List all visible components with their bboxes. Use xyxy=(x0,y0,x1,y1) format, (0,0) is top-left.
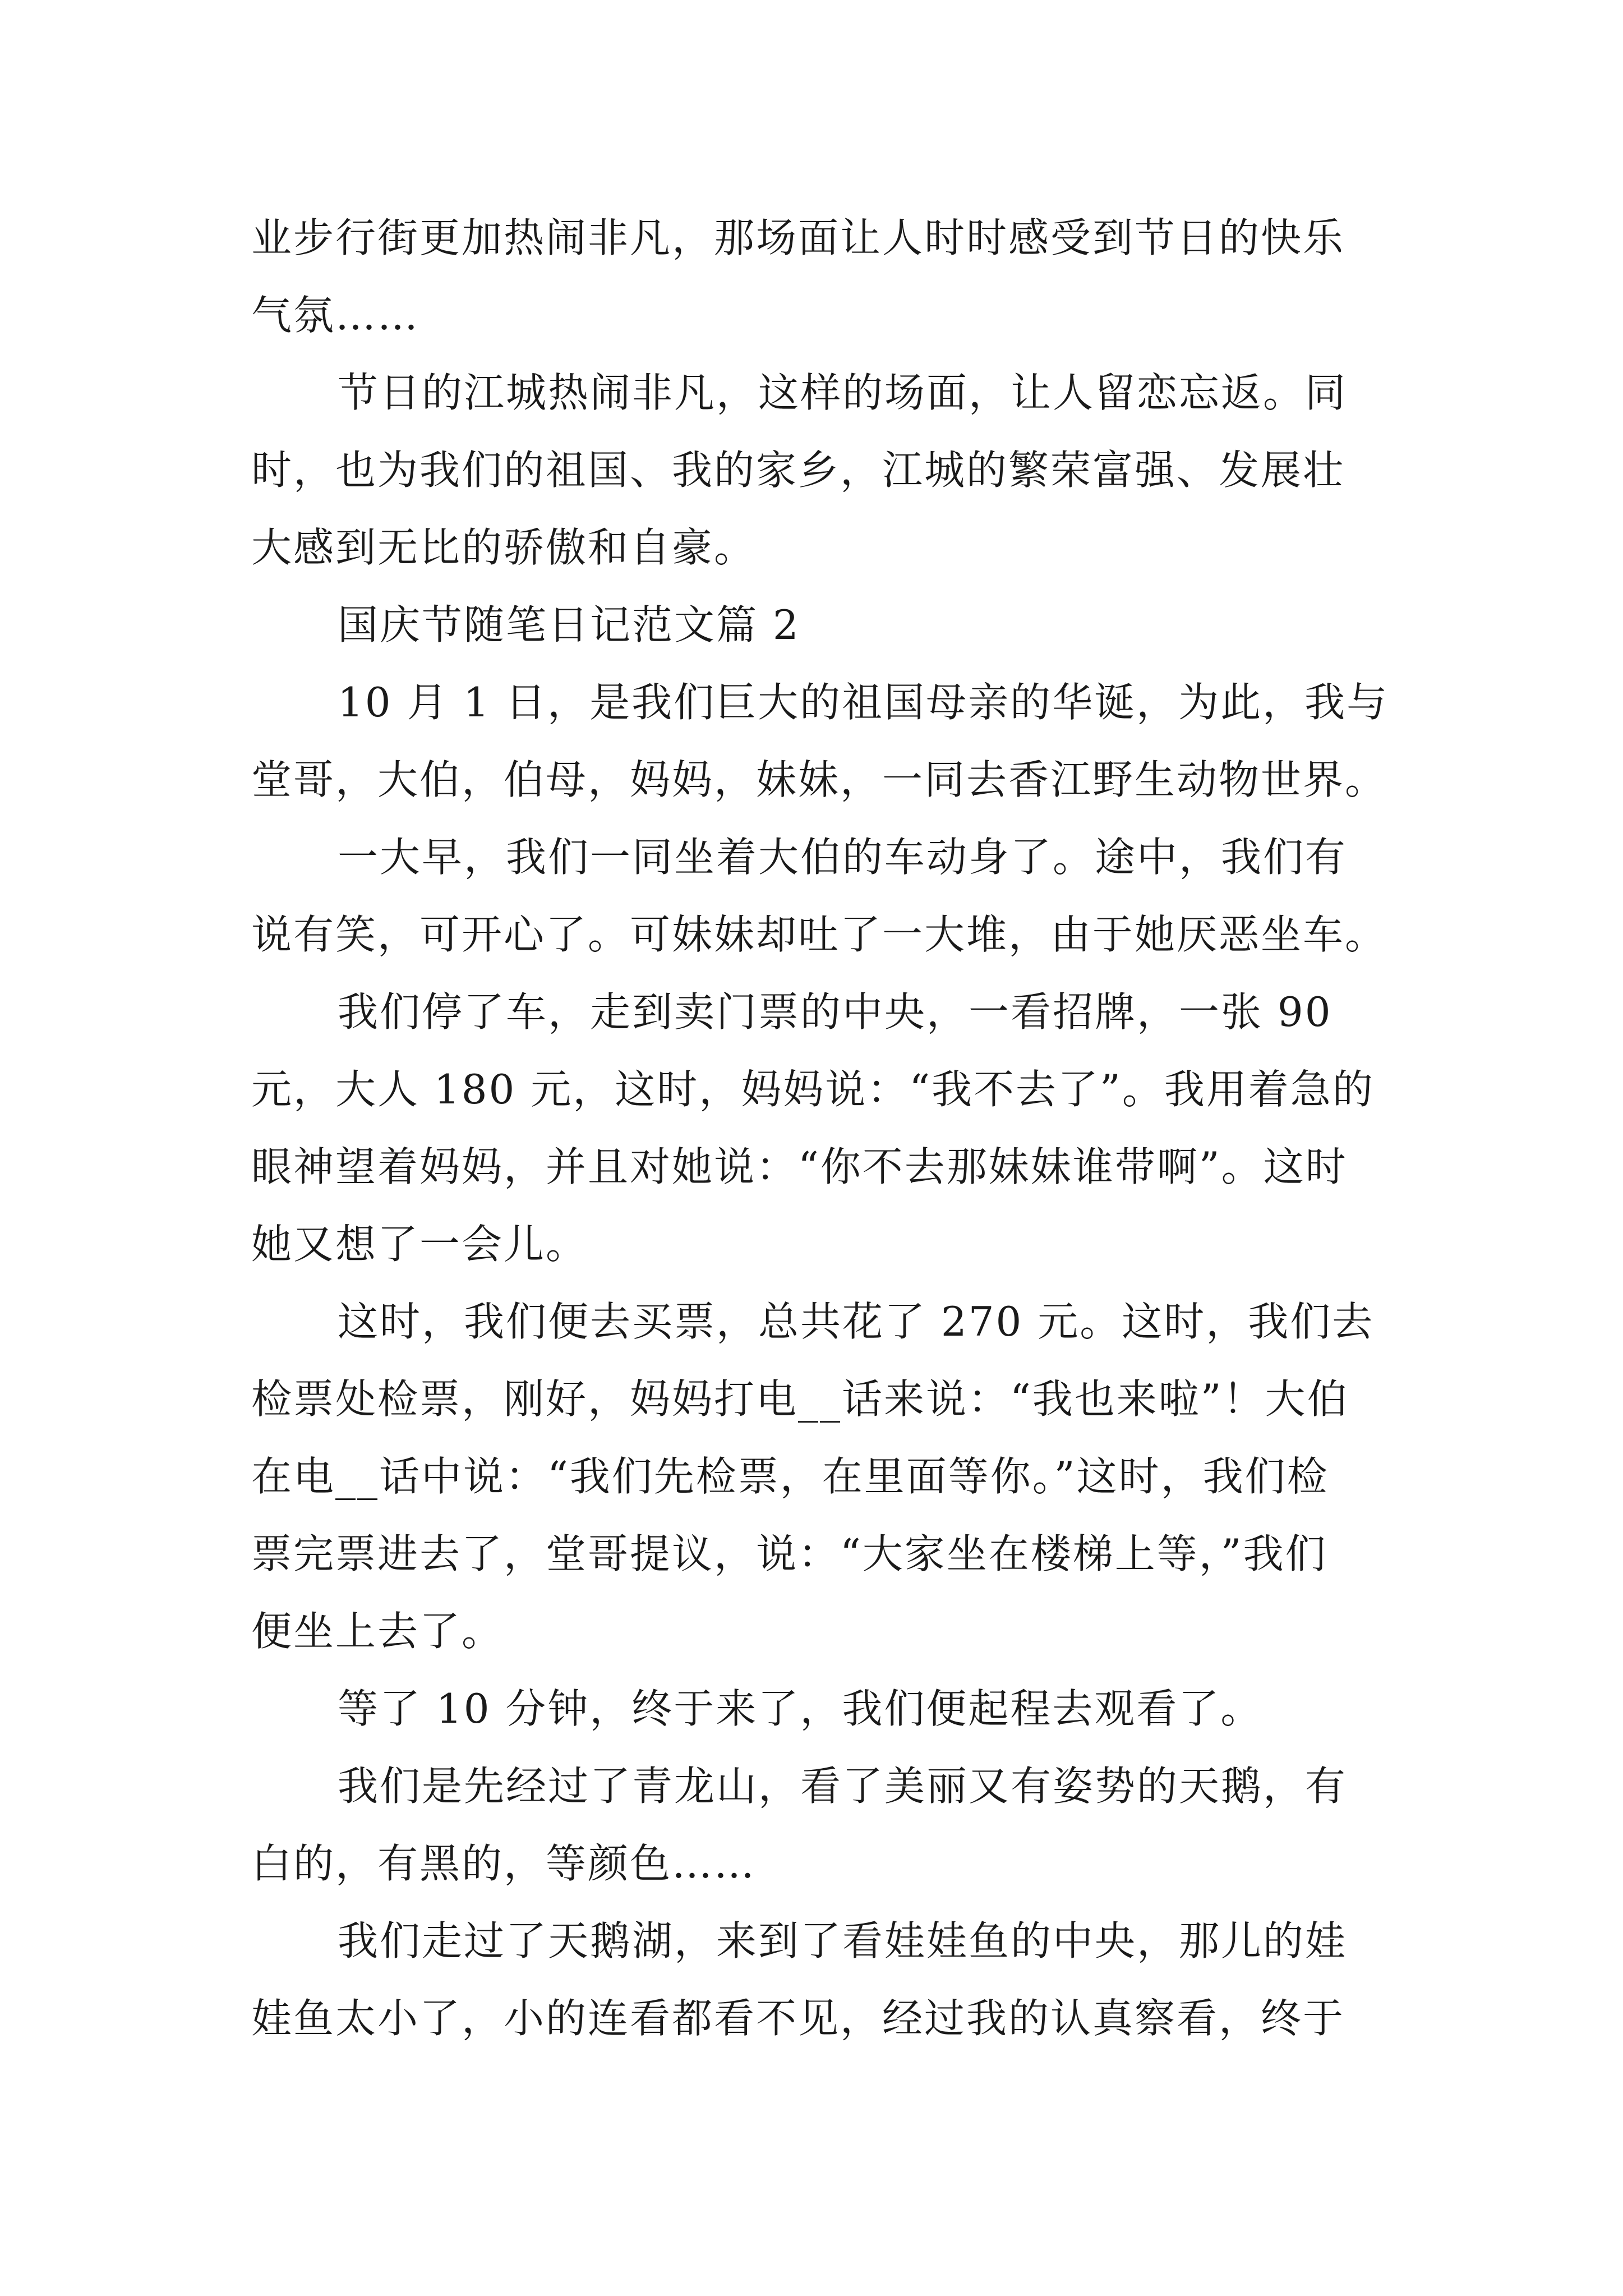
text-line: 节日的江城热闹非凡，这样的场面，让人留恋忘返。同 xyxy=(338,369,1348,416)
text-line: 娃鱼太小了，小的连看都看不见，经过我的认真察看，终于 xyxy=(251,1995,1345,2042)
text-line: 检票处检票，刚好，妈妈打电__话来说：“我也来啦”！大伯 xyxy=(251,1375,1349,1423)
text-line: 10 月 1 日，是我们巨大的祖国母亲的华诞，为此，我与 xyxy=(338,679,1389,726)
text-line: 在电__话中说：“我们先检票，在里面等你。”这时，我们检 xyxy=(251,1453,1329,1500)
text-line: 我们是先经过了青龙山，看了美丽又有姿势的天鹅，有 xyxy=(338,1763,1348,1810)
text-line: 票完票进去了，堂哥提议，说：“大家坐在楼梯上等，”我们 xyxy=(251,1530,1327,1577)
text-line: 便坐上去了。 xyxy=(251,1608,504,1655)
text-line: 时，也为我们的祖国、我的家乡，江城的繁荣富强、发展壮 xyxy=(251,447,1345,494)
text-line: 等了 10 分钟，终于来了，我们便起程去观看了。 xyxy=(338,1685,1263,1732)
text-line: 我们停了车，走到卖门票的中央，一看招牌，一张 90 xyxy=(338,988,1332,1036)
section-heading: 国庆节随笔日记范文篇 2 xyxy=(338,601,800,648)
text-line: 她又想了一会儿。 xyxy=(251,1221,588,1268)
text-line: 这时，我们便去买票，总共花了 270 元。这时，我们去 xyxy=(338,1298,1375,1345)
text-line: 大感到无比的骄傲和自豪。 xyxy=(251,524,757,571)
text-line: 业步行街更加热闹非凡，那场面让人时时感受到节日的快乐 xyxy=(251,214,1345,261)
text-line: 一大早，我们一同坐着大伯的车动身了。途中，我们有 xyxy=(338,834,1348,881)
text-line: 眼神望着妈妈，并且对她说：“你不去那妹妹谁带啊”。这时 xyxy=(251,1143,1348,1190)
text-line: 我们走过了天鹅湖，来到了看娃娃鱼的中央，那儿的娃 xyxy=(338,1917,1348,1964)
text-line: 说有笑，可开心了。可妹妹却吐了一大堆，由于她厌恶坐车。 xyxy=(251,911,1387,958)
text-line: 气氛…… xyxy=(251,292,420,339)
text-line: 堂哥，大伯，伯母，妈妈，妹妹，一同去香江野生动物世界。 xyxy=(251,756,1387,803)
document-body xyxy=(251,199,1390,2057)
text-line: 白的，有黑的，等颜色…… xyxy=(251,1840,757,1887)
text-line: 元，大人 180 元，这时，妈妈说：“我不去了”。我用着急的 xyxy=(251,1066,1375,1113)
